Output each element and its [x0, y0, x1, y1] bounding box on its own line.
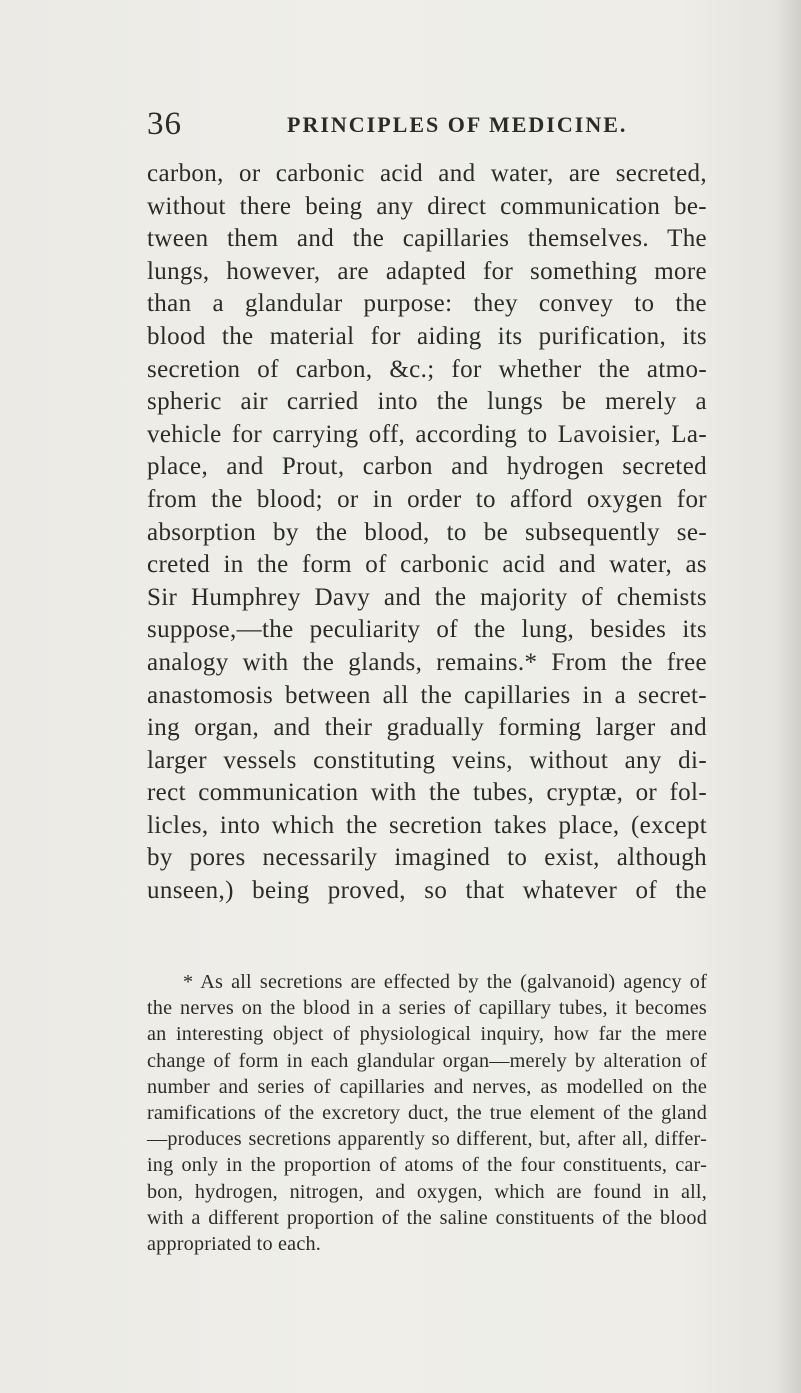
text-line: creted in the form of carbonic acid and water, as: [147, 551, 707, 579]
text-line: licles, into which the secretion takes place, (except: [147, 811, 707, 839]
text-line: tween them and the capillaries themselves. The: [147, 225, 707, 253]
body-paragraph: [147, 158, 707, 908]
footnote-line: number and series of capillaries and nerves, as modelled on the: [147, 1075, 707, 1098]
text-line: spheric air carried into the lungs be merely a: [147, 388, 707, 416]
text-line: from the blood; or in order to afford oxygen for: [147, 485, 707, 513]
footnote-line: appropriated to each.: [147, 1232, 322, 1255]
text-line: ing organ, and their gradually forming larger and: [147, 714, 707, 742]
text-line: analogy with the glands, remains.* From the free: [147, 648, 707, 676]
text-line: blood the material for aiding its purification, its: [147, 322, 707, 350]
page-number: 36: [147, 106, 182, 142]
footnote-line: change of form in each glandular organ—merely by alteration of: [147, 1049, 707, 1072]
text-line: larger vessels constituting veins, without any di-: [147, 746, 707, 774]
footnote-line: an interesting object of physiological inquiry, how far the mere: [147, 1023, 707, 1046]
footnote-line: with a different proportion of the saline constituents of the blood: [147, 1206, 707, 1229]
running-title: PRINCIPLES OF MEDICINE.: [287, 112, 628, 137]
footnote-line: the nerves on the blood in a series of capillary tubes, it becomes: [147, 997, 707, 1020]
text-line: rect communication with the tubes, cryptæ, or fol-: [147, 779, 707, 807]
text-line: lungs, however, are adapted for something more: [147, 257, 707, 285]
footnote-line: ing only in the proportion of atoms of the four constituents, car-: [147, 1154, 707, 1177]
text-line: than a glandular purpose: they convey to the: [147, 290, 707, 318]
text-line: Sir Humphrey Davy and the majority of chemists: [147, 583, 707, 611]
text-line: suppose,—the peculiarity of the lung, besides its: [147, 616, 707, 644]
footnote-line: * As all secretions are effected by the (galvanoid) agency of: [183, 971, 707, 993]
text-line: absorption by the blood, to be subsequently se-: [147, 518, 707, 546]
running-head: [147, 104, 707, 144]
footnote: [147, 969, 707, 1257]
text-line: unseen,) being proved, so that whatever of the: [147, 877, 707, 905]
text-line: without there being any direct communication be-: [147, 192, 707, 220]
page-edge-shadow: [775, 0, 801, 1393]
text-line: secretion of carbon, &c.; for whether the atmo-: [147, 355, 707, 383]
text-line: vehicle for carrying off, according to Lavoisier, La-: [147, 420, 707, 448]
footnote-line: bon, hydrogen, nitrogen, and oxygen, which are found in all,: [147, 1180, 707, 1203]
text-line: place, and Prout, carbon and hydrogen secreted: [147, 453, 707, 481]
footnote-line: —produces secretions apparently so different, but, after all, differ-: [147, 1128, 707, 1151]
text-line: carbon, or carbonic acid and water, are secreted,: [147, 160, 707, 187]
text-line: by pores necessarily imagined to exist, although: [147, 844, 707, 872]
footnote-line: ramifications of the excretory duct, the true element of the gland: [147, 1101, 707, 1124]
text-line: anastomosis between all the capillaries in a secret-: [147, 681, 707, 709]
